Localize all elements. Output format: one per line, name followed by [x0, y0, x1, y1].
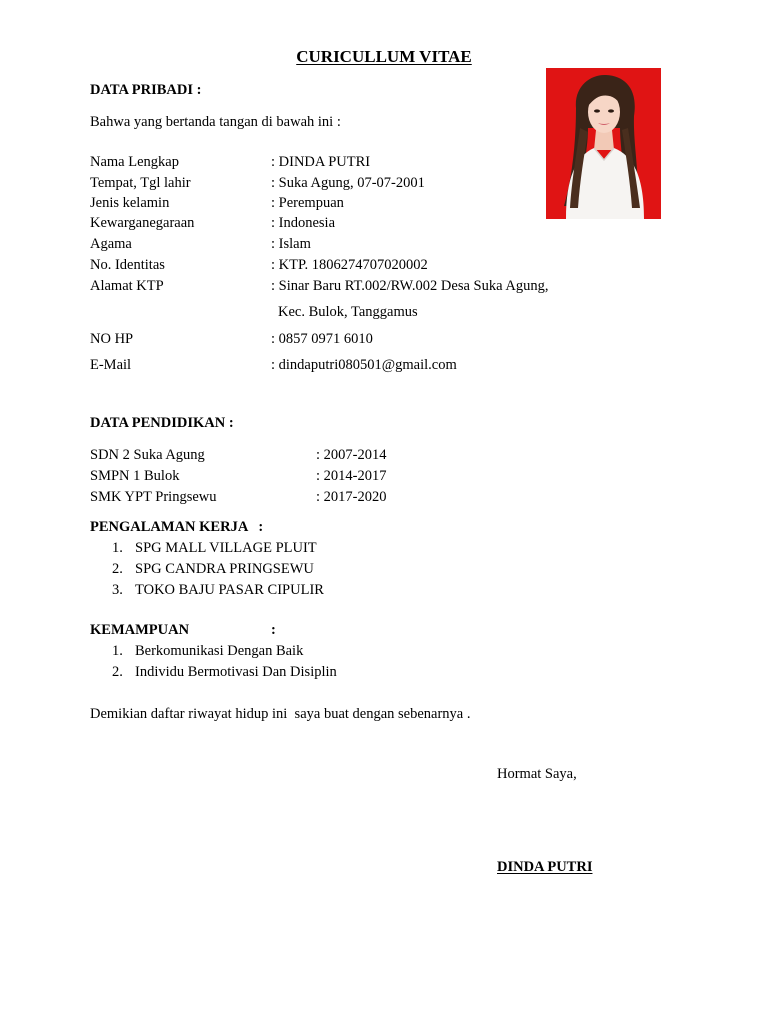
school-name: SMK YPT Pringsewu — [90, 489, 217, 505]
field-label: Kewarganegaraan — [90, 215, 195, 231]
field-label: Agama — [90, 236, 132, 252]
school-name: SDN 2 Suka Agung — [90, 447, 205, 463]
document-title: CURICULLUM VITAE — [296, 47, 472, 66]
skills-colon: : — [271, 622, 276, 638]
personal-intro: Bahwa yang bertanda tangan di bawah ini : — [90, 114, 341, 130]
field-value: : 0857 0971 6010 — [271, 331, 373, 347]
signature-greeting: Hormat Saya, — [497, 766, 577, 782]
list-item: Berkomunikasi Dengan Baik — [135, 643, 304, 659]
personal-heading: DATA PRIBADI : — [90, 82, 202, 98]
list-item: SPG CANDRA PRINGSEWU — [135, 561, 314, 577]
field-label: Jenis kelamin — [90, 195, 170, 211]
field-label: Alamat KTP — [90, 278, 164, 294]
field-label: Tempat, Tgl lahir — [90, 175, 191, 191]
list-item: TOKO BAJU PASAR CIPULIR — [135, 582, 324, 598]
skills-heading: KEMAMPUAN — [90, 622, 190, 638]
field-value: : Indonesia — [271, 215, 336, 231]
field-value: : Suka Agung, 07-07-2001 — [271, 175, 425, 191]
list-number: 1. — [112, 643, 123, 659]
field-label: No. Identitas — [90, 257, 165, 273]
field-value: : Sinar Baru RT.002/RW.002 Desa Suka Agung, — [271, 278, 549, 294]
field-value: : DINDA PUTRI — [271, 154, 371, 170]
field-value: : Perempuan — [271, 195, 344, 211]
list-item: SPG MALL VILLAGE PLUIT — [135, 540, 317, 556]
list-number: 1. — [112, 540, 123, 556]
field-label: E-Mail — [90, 357, 132, 373]
school-years: : 2017-2020 — [316, 489, 387, 505]
field-label: Nama Lengkap — [90, 154, 179, 170]
list-item: Individu Bermotivasi Dan Disiplin — [135, 664, 337, 680]
field-value: : Islam — [271, 236, 311, 252]
closing-statement: Demikian daftar riwayat hidup ini saya buat dengan sebenarnya . — [90, 706, 471, 722]
field-label: NO HP — [90, 331, 134, 347]
field-value: : dindaputri080501@gmail.com — [271, 357, 457, 373]
field-value: : KTP. 1806274707020002 — [271, 257, 428, 273]
list-number: 2. — [112, 561, 123, 577]
list-number: 2. — [112, 664, 123, 680]
school-years: : 2007-2014 — [316, 447, 387, 463]
school-name: SMPN 1 Bulok — [90, 468, 180, 484]
education-heading: DATA PENDIDIKAN : — [90, 415, 234, 431]
list-number: 3. — [112, 582, 123, 598]
signature-name: DINDA PUTRI — [497, 859, 593, 875]
school-years: : 2014-2017 — [316, 468, 387, 484]
experience-heading: PENGALAMAN KERJA : — [90, 519, 264, 535]
profile-photo — [546, 68, 661, 219]
field-value: Kec. Bulok, Tanggamus — [278, 304, 418, 320]
